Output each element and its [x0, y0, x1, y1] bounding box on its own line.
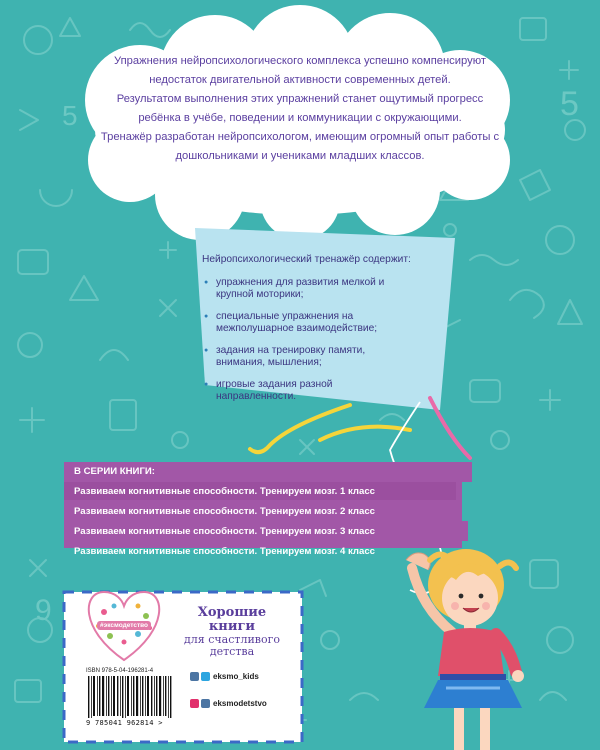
brand-title-line3: для счастливого: [184, 633, 280, 646]
social-handle: eksmo_kids: [213, 672, 259, 681]
series-list: [64, 462, 375, 562]
svg-text:9: 9: [35, 594, 52, 627]
series-book: Развиваем когнитивные способности. Тренируем мозг. 2 класс: [74, 506, 376, 517]
cloud-paragraph-2: Результатом выполнения этих упражнений станет ощутимый прогресс ребёнка в учёбе, поведении и коммуникации с окружающими.: [116, 93, 484, 124]
brand-title-line1: Хорошие: [197, 605, 267, 620]
kite-list: [202, 277, 412, 404]
logo-text: #эксмодетство: [97, 621, 151, 630]
svg-text:5: 5: [62, 100, 78, 131]
kite-title: Нейропсихологический тренажёр содержит:: [202, 254, 411, 265]
brand-title-line4: детства: [209, 645, 255, 658]
cloud-paragraph-3: Тренажёр разработан нейропсихологом, имеющим огромный опыт работы с дошкольниками и учениками младших классов.: [100, 131, 500, 162]
cloud-paragraph-1: Упражнения нейропсихологического комплекса успешно компенсируют недостаток двигательной активности современных детей.: [114, 55, 486, 86]
kite-list-item: ● задания на тренировку памяти, внимания, мышления;: [202, 345, 412, 370]
kite-list-item: ● упражнения для развития мелкой и крупной моторики;: [202, 277, 412, 302]
series-book: Развиваем когнитивные способности. Тренируем мозг. 4 класс: [74, 546, 376, 557]
kite-text: [202, 254, 412, 413]
brand-title: [172, 606, 292, 658]
series-book: Развиваем когнитивные способности. Тренируем мозг. 3 класс: [74, 526, 376, 537]
series-book: Развиваем когнитивные способности. Тренируем мозг. 1 класс: [74, 486, 376, 497]
brand-title-line2: книги: [208, 619, 256, 634]
website: eksmodetstvo: [213, 699, 267, 708]
kite-list-item: ● игровые задания разной направленности.: [202, 379, 412, 404]
series-title: В СЕРИИ КНИГИ:: [74, 466, 155, 477]
kite-list-item: ● специальные упражнения на межполушарное взаимодействие;: [202, 311, 412, 336]
cloud-text: [100, 52, 500, 166]
isbn: ISBN 978-5-04-196281-4: [86, 668, 154, 674]
barcode-number: 9 785041 962814 >: [86, 719, 163, 727]
svg-text:5: 5: [560, 85, 579, 123]
